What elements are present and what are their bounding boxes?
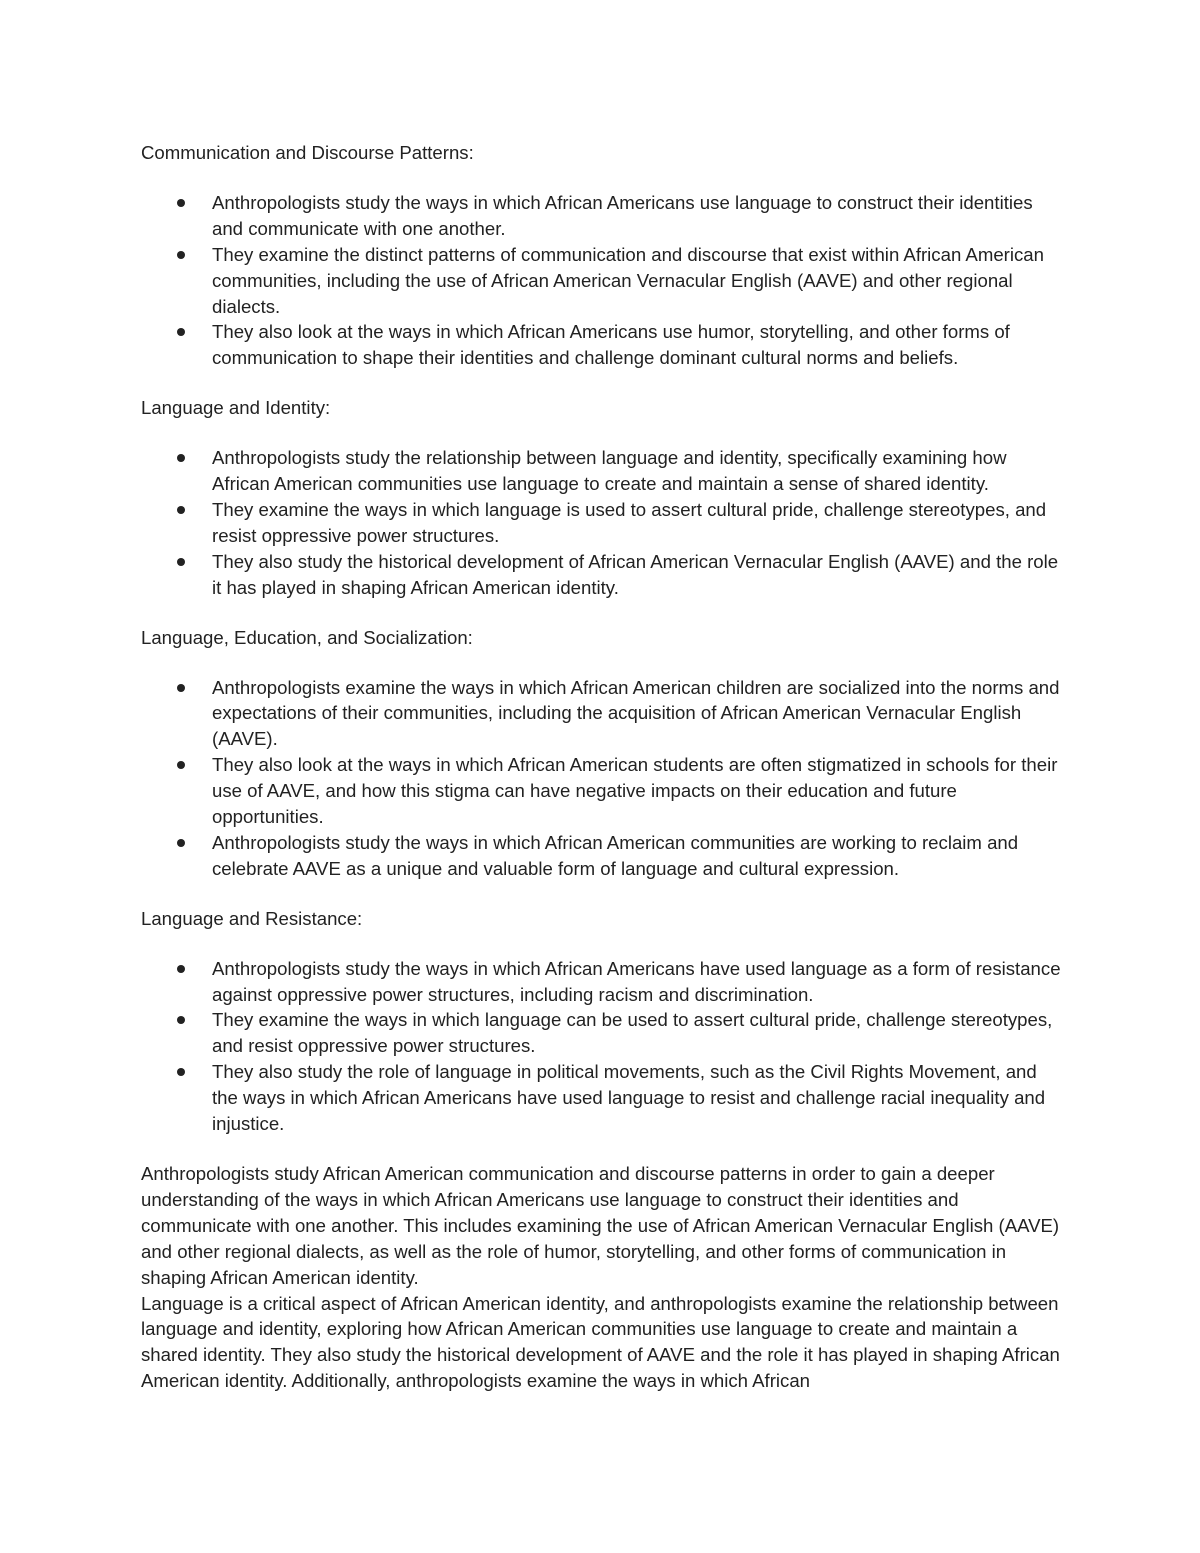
list-item <box>212 752 1061 830</box>
section-heading: Language and Resistance: <box>141 907 363 929</box>
bullet-icon <box>177 328 185 336</box>
bullet-list <box>141 675 1061 882</box>
bullet-list <box>141 445 1061 600</box>
bullet-icon <box>177 558 185 566</box>
bullet-list <box>141 956 1061 1137</box>
bullet-icon <box>177 454 185 462</box>
bullet-list <box>141 190 1061 371</box>
list-item-text: They also study the role of language in political movements, such as the Civil Rights Movement, and the ways in which African Americans have used language to resist and challenge racial inequality and injustice. <box>212 1061 1046 1135</box>
section-heading: Language, Education, and Socialization: <box>141 626 473 648</box>
list-item <box>212 549 1061 601</box>
list-item-text: They also look at the ways in which African American students are often stigmatized in schools for their use of AAVE, and how this stigma can have negative impacts on their education and future opportunities. <box>212 754 1058 828</box>
bullet-icon <box>177 506 185 514</box>
list-item-text: Anthropologists study the relationship between language and identity, specifically examining how African American communities use language to create and maintain a sense of shared identity. <box>212 447 1007 495</box>
list-item-text: They also study the historical development of African American Vernacular English (AAVE) and the role it has played in shaping African American identity. <box>212 550 1059 598</box>
list-item <box>212 319 1061 371</box>
bullet-icon <box>177 1016 185 1024</box>
list-item-text: Anthropologists study the ways in which African Americans have used language as a form of resistance against oppressive power structures, including racism and discrimination. <box>212 957 1061 1005</box>
bullet-icon <box>177 251 185 259</box>
bullet-icon <box>177 684 185 692</box>
list-item-text: They examine the distinct patterns of communication and discourse that exist within African American communities, including the use of African American Vernacular English (AAVE) and other regional dialects. <box>212 243 1044 317</box>
list-item <box>212 830 1061 882</box>
section-language-identity <box>141 395 1061 600</box>
list-item <box>212 445 1061 497</box>
section-heading: Language and Identity: <box>141 397 331 419</box>
bullet-icon <box>177 839 185 847</box>
list-item-text: They examine the ways in which language can be used to assert cultural pride, challenge stereotypes, and resist oppressive power structures. <box>212 1009 1053 1057</box>
summary-paragraph: Anthropologists study African American communication and discourse patterns in order to gain a deeper understanding of the ways in which African Americans use language to construct their identities and communicate with one another. This includes examining the use of African American Vernacular English (AAVE) and other regional dialects, as well as the role of humor, storytelling, and other forms of communication in shaping African American identity. <box>141 1163 1060 1288</box>
list-item-text: They also look at the ways in which African Americans use humor, storytelling, and other forms of communication to shape their identities and challenge dominant cultural norms and beliefs. <box>212 321 1010 369</box>
list-item <box>212 675 1061 753</box>
section-heading: Communication and Discourse Patterns: <box>141 142 474 163</box>
list-item-text: Anthropologists study the ways in which African American communities are working to reclaim and celebrate AAVE as a unique and valuable form of language and cultural expression. <box>212 831 1019 879</box>
summary-paragraph: Language is a critical aspect of African American identity, and anthropologists examine the relationship between language and identity, exploring how African American communities use language to create and maintain a shared identity. They also study the historical development of AAVE and the role it has played in shaping African American identity. Additionally, anthropologists examine the ways in which African <box>141 1292 1060 1392</box>
list-item <box>212 956 1061 1008</box>
list-item-text: Anthropologists examine the ways in which African American children are socialized into the norms and expectations of their communities, including the acquisition of African American Vernacular English (AAVE). <box>212 676 1060 750</box>
list-item <box>212 1007 1061 1059</box>
list-item <box>212 190 1061 242</box>
list-item <box>212 1059 1061 1137</box>
bullet-icon <box>177 965 185 973</box>
document-body <box>141 140 1061 1394</box>
list-item <box>212 497 1061 549</box>
list-item-text: Anthropologists study the ways in which African Americans use language to construct their identities and communicate with one another. <box>212 191 1033 239</box>
list-item-text: They examine the ways in which language is used to assert cultural pride, challenge stereotypes, and resist oppressive power structures. <box>212 498 1047 546</box>
section-language-education <box>141 625 1061 882</box>
bullet-icon <box>177 1068 185 1076</box>
list-item <box>212 242 1061 320</box>
section-communication-discourse <box>141 140 1061 371</box>
section-language-resistance <box>141 906 1061 1137</box>
bullet-icon <box>177 199 185 207</box>
bullet-icon <box>177 761 185 769</box>
